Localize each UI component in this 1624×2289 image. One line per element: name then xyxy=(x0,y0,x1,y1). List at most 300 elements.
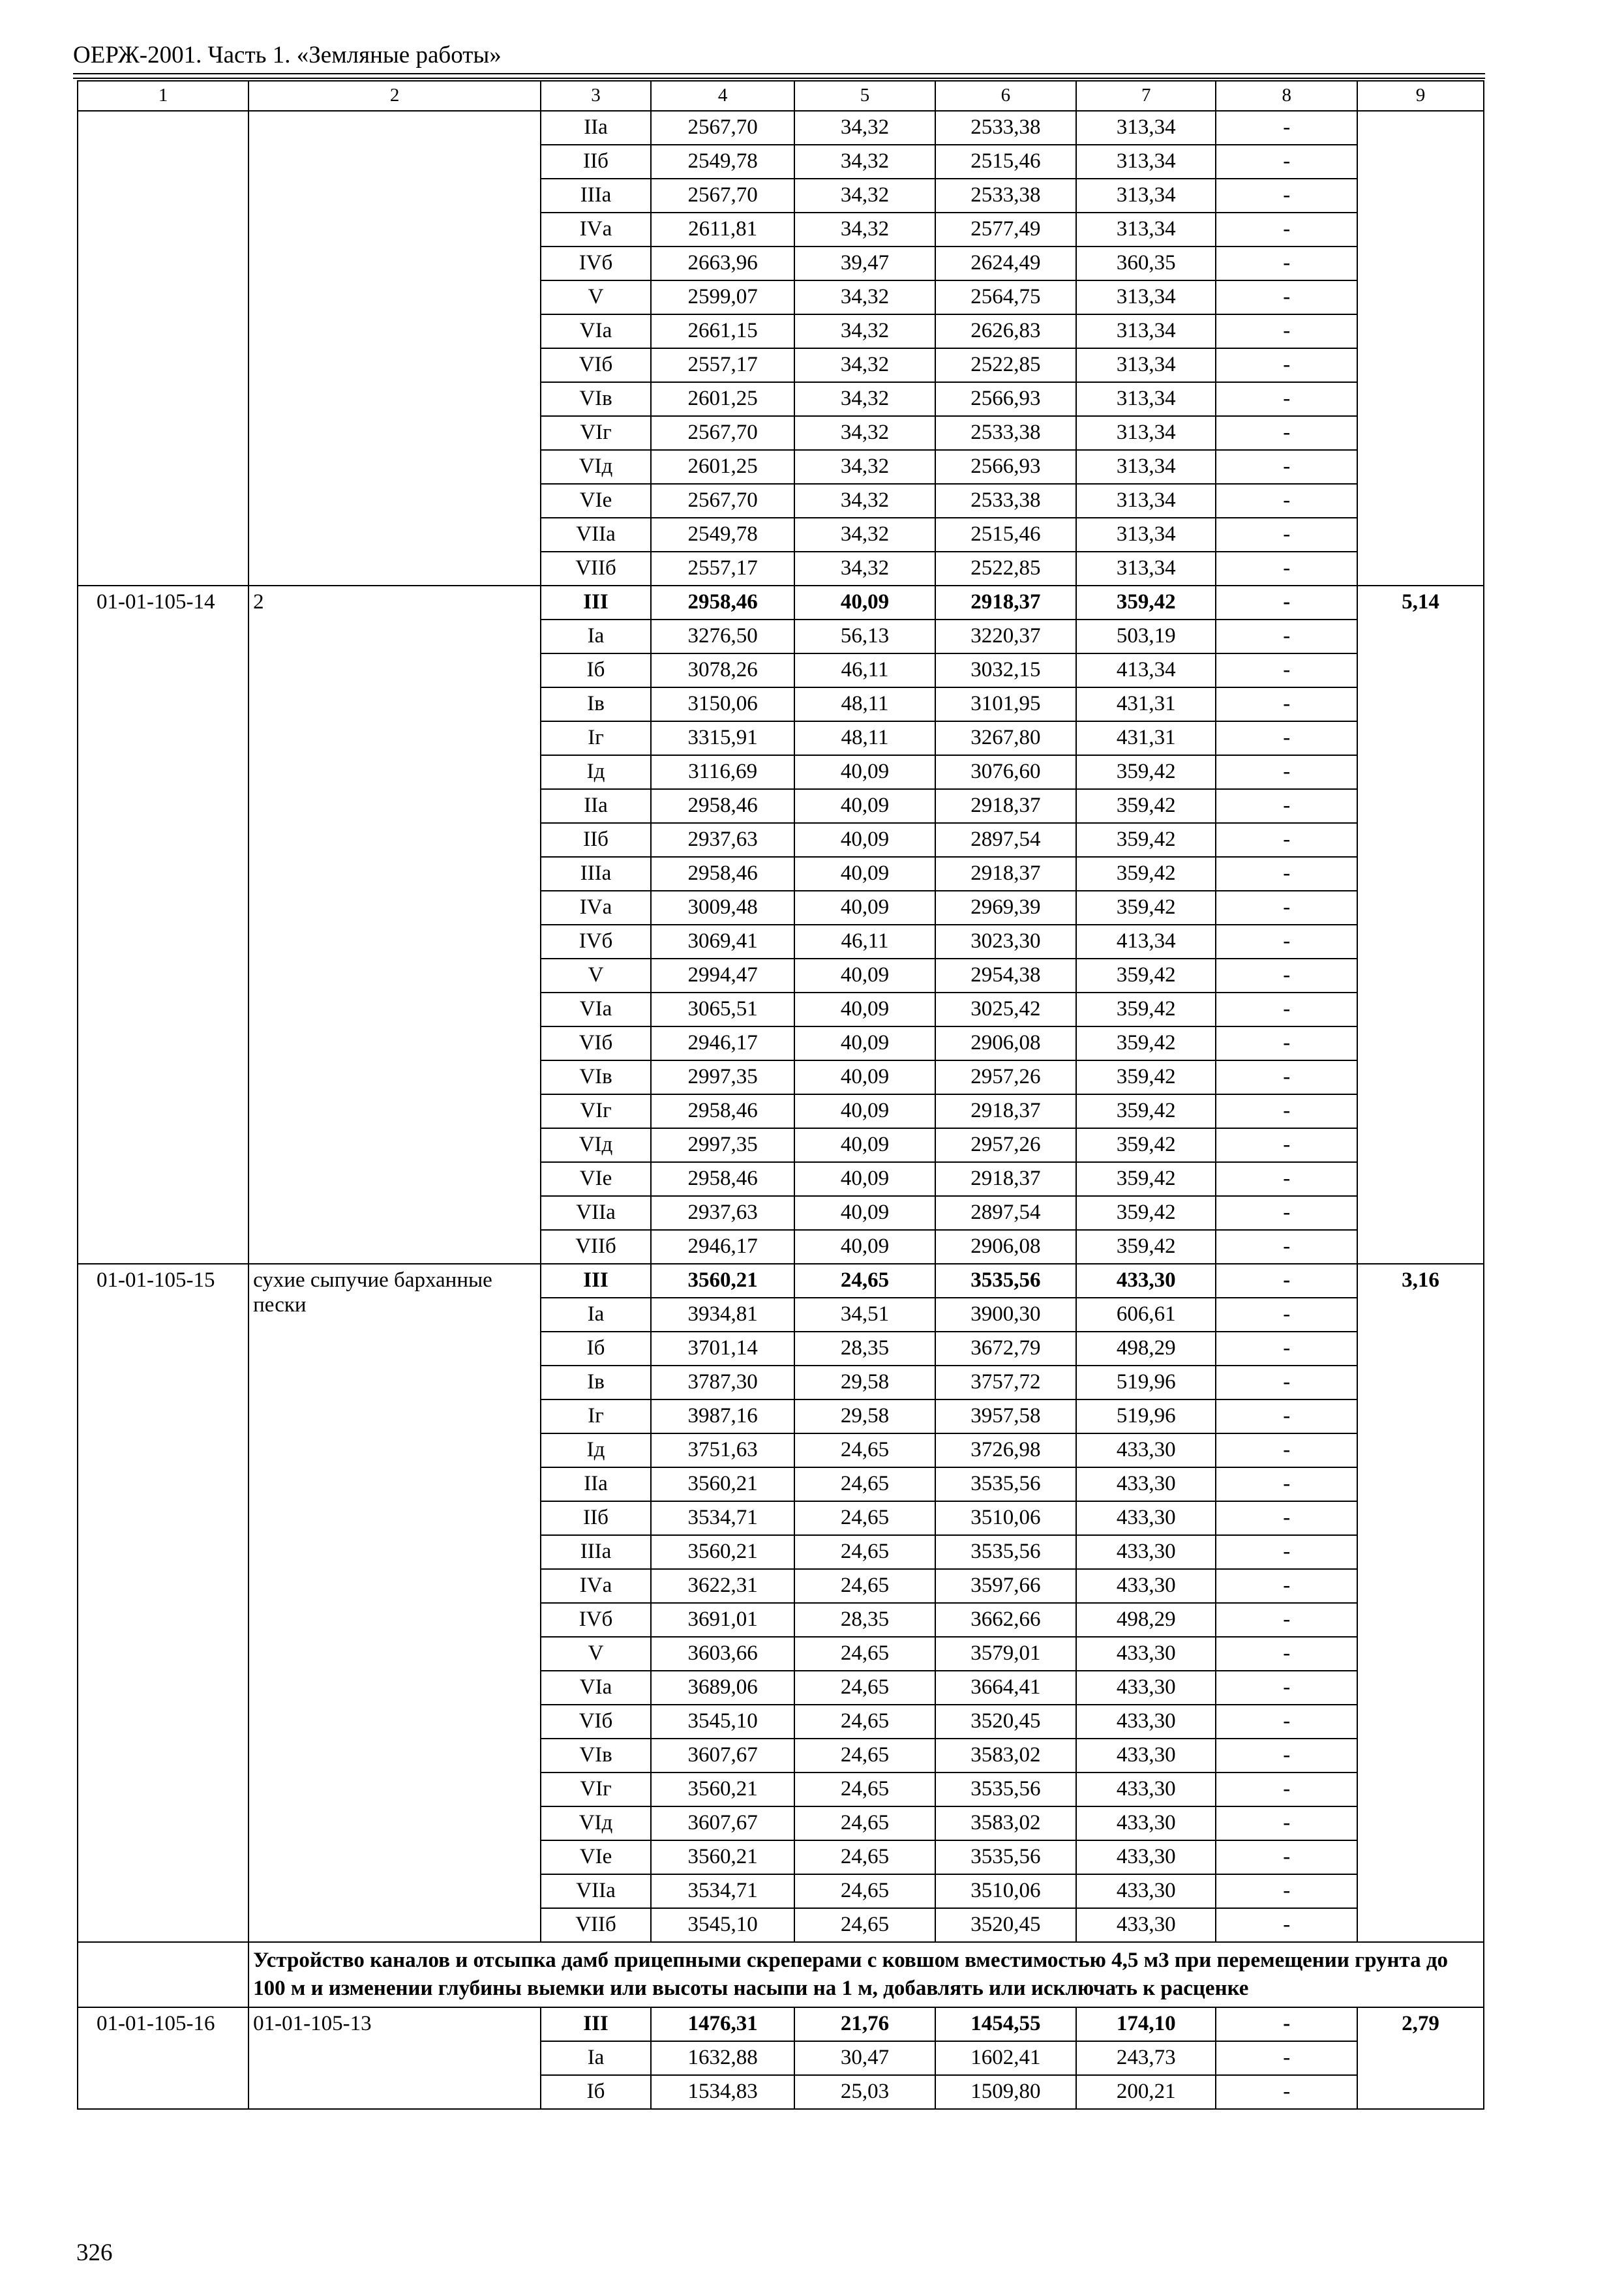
soil-group-cell: IIб xyxy=(541,1501,651,1535)
total-cost-cell: 1632,88 xyxy=(651,2041,794,2075)
total-cost-cell: 2946,17 xyxy=(651,1026,794,1060)
wages-cell: 56,13 xyxy=(794,620,935,653)
soil-group-cell: V xyxy=(541,280,651,314)
machinist-wages-cell: 359,42 xyxy=(1076,823,1216,857)
machinist-wages-cell: 313,34 xyxy=(1076,450,1216,484)
machine-cost-cell: 3025,42 xyxy=(935,993,1076,1026)
total-cost-cell: 3560,21 xyxy=(651,1264,794,1298)
soil-group-cell: VIв xyxy=(541,382,651,416)
wages-cell: 30,47 xyxy=(794,2041,935,2075)
machinist-wages-cell: 359,42 xyxy=(1076,586,1216,620)
soil-group-cell: IIIа xyxy=(541,857,651,891)
work-description-cell xyxy=(248,111,541,586)
soil-group-cell: Iа xyxy=(541,620,651,653)
labor-cost-cell: 3,16 xyxy=(1357,1264,1484,1942)
soil-group-cell: VIе xyxy=(541,1162,651,1196)
machine-cost-cell: 2624,49 xyxy=(935,247,1076,280)
soil-group-cell: VIг xyxy=(541,1094,651,1128)
materials-cell: - xyxy=(1216,314,1357,348)
materials-cell: - xyxy=(1216,145,1357,179)
materials-cell: - xyxy=(1216,111,1357,145)
wages-cell: 21,76 xyxy=(794,2007,935,2041)
wages-cell: 40,09 xyxy=(794,959,935,993)
materials-cell: - xyxy=(1216,1705,1357,1739)
machinist-wages-cell: 313,34 xyxy=(1076,518,1216,552)
soil-group-cell: VIа xyxy=(541,993,651,1026)
materials-cell: - xyxy=(1216,552,1357,586)
wages-cell: 40,09 xyxy=(794,891,935,925)
table-row xyxy=(78,586,1484,620)
rate-code-cell: 01-01-105-16 xyxy=(78,2007,248,2109)
total-cost-cell: 3603,66 xyxy=(651,1637,794,1671)
total-cost-cell: 2958,46 xyxy=(651,857,794,891)
wages-cell: 48,11 xyxy=(794,721,935,755)
machinist-wages-cell: 433,30 xyxy=(1076,1535,1216,1569)
soil-group-cell: Iд xyxy=(541,755,651,789)
total-cost-cell: 3560,21 xyxy=(651,1840,794,1874)
header-rule xyxy=(73,73,1485,74)
materials-cell: - xyxy=(1216,789,1357,823)
machine-cost-cell: 3535,56 xyxy=(935,1535,1076,1569)
machine-cost-cell: 2969,39 xyxy=(935,891,1076,925)
machinist-wages-cell: 431,31 xyxy=(1076,687,1216,721)
machinist-wages-cell: 360,35 xyxy=(1076,247,1216,280)
wages-cell: 34,32 xyxy=(794,213,935,247)
total-cost-cell: 2997,35 xyxy=(651,1060,794,1094)
total-cost-cell: 2958,46 xyxy=(651,1162,794,1196)
materials-cell: - xyxy=(1216,721,1357,755)
machinist-wages-cell: 243,73 xyxy=(1076,2041,1216,2075)
materials-cell: - xyxy=(1216,925,1357,959)
total-cost-cell: 3691,01 xyxy=(651,1603,794,1637)
wages-cell: 24,65 xyxy=(794,1671,935,1705)
machine-cost-cell: 3535,56 xyxy=(935,1840,1076,1874)
total-cost-cell: 3069,41 xyxy=(651,925,794,959)
soil-group-cell: VIг xyxy=(541,1773,651,1806)
total-cost-cell: 2567,70 xyxy=(651,416,794,450)
wages-cell: 48,11 xyxy=(794,687,935,721)
wages-cell: 40,09 xyxy=(794,1128,935,1162)
wages-cell: 34,32 xyxy=(794,416,935,450)
wages-cell: 34,32 xyxy=(794,348,935,382)
rate-code-cell: 01-01-105-14 xyxy=(78,586,248,1264)
soil-group-cell: Iб xyxy=(541,1332,651,1366)
materials-cell: - xyxy=(1216,1128,1357,1162)
machine-cost-cell: 2566,93 xyxy=(935,450,1076,484)
work-description-cell: сухие сыпучие барханные пески xyxy=(248,1264,541,1942)
materials-cell: - xyxy=(1216,1060,1357,1094)
soil-group-cell: Iа xyxy=(541,1298,651,1332)
materials-cell: - xyxy=(1216,1433,1357,1467)
materials-cell: - xyxy=(1216,518,1357,552)
total-cost-cell: 3276,50 xyxy=(651,620,794,653)
soil-group-cell: VIа xyxy=(541,1671,651,1705)
soil-group-cell: VIIа xyxy=(541,518,651,552)
machinist-wages-cell: 498,29 xyxy=(1076,1332,1216,1366)
machine-cost-cell: 2918,37 xyxy=(935,1094,1076,1128)
materials-cell: - xyxy=(1216,1637,1357,1671)
header-rule-second xyxy=(73,78,1485,79)
total-cost-cell: 2557,17 xyxy=(651,348,794,382)
materials-cell: - xyxy=(1216,450,1357,484)
work-description-cell: 01-01-105-13 xyxy=(248,2007,541,2109)
machine-cost-cell: 1509,80 xyxy=(935,2075,1076,2109)
wages-cell: 46,11 xyxy=(794,653,935,687)
machine-cost-cell: 3520,45 xyxy=(935,1705,1076,1739)
soil-group-cell: VIд xyxy=(541,1806,651,1840)
wages-cell: 34,32 xyxy=(794,484,935,518)
column-number: 2 xyxy=(248,81,541,111)
machine-cost-cell: 2522,85 xyxy=(935,348,1076,382)
soil-group-cell: Iв xyxy=(541,1366,651,1399)
machinist-wages-cell: 359,42 xyxy=(1076,959,1216,993)
wages-cell: 28,35 xyxy=(794,1332,935,1366)
materials-cell: - xyxy=(1216,1874,1357,1908)
machinist-wages-cell: 433,30 xyxy=(1076,1806,1216,1840)
total-cost-cell: 3607,67 xyxy=(651,1806,794,1840)
wages-cell: 34,32 xyxy=(794,111,935,145)
soil-group-cell: VIв xyxy=(541,1060,651,1094)
machine-cost-cell: 2954,38 xyxy=(935,959,1076,993)
machinist-wages-cell: 359,42 xyxy=(1076,789,1216,823)
soil-group-cell: VIIб xyxy=(541,552,651,586)
materials-cell: - xyxy=(1216,1366,1357,1399)
machinist-wages-cell: 433,30 xyxy=(1076,1840,1216,1874)
rate-code-cell: 01-01-105-15 xyxy=(78,1264,248,1942)
machine-cost-cell: 2957,26 xyxy=(935,1060,1076,1094)
wages-cell: 24,65 xyxy=(794,1535,935,1569)
wages-cell: 40,09 xyxy=(794,586,935,620)
materials-cell: - xyxy=(1216,586,1357,620)
total-cost-cell: 2937,63 xyxy=(651,1196,794,1230)
machine-cost-cell: 3535,56 xyxy=(935,1264,1076,1298)
column-number: 8 xyxy=(1216,81,1357,111)
machinist-wages-cell: 174,10 xyxy=(1076,2007,1216,2041)
wages-cell: 40,09 xyxy=(794,789,935,823)
machine-cost-cell: 3032,15 xyxy=(935,653,1076,687)
wages-cell: 34,32 xyxy=(794,382,935,416)
wages-cell: 24,65 xyxy=(794,1264,935,1298)
total-cost-cell: 3116,69 xyxy=(651,755,794,789)
materials-cell: - xyxy=(1216,247,1357,280)
column-number: 6 xyxy=(935,81,1076,111)
soil-group-cell: VIб xyxy=(541,1026,651,1060)
materials-cell: - xyxy=(1216,484,1357,518)
machine-cost-cell: 3583,02 xyxy=(935,1739,1076,1773)
materials-cell: - xyxy=(1216,959,1357,993)
wages-cell: 40,09 xyxy=(794,1196,935,1230)
total-cost-cell: 3315,91 xyxy=(651,721,794,755)
machine-cost-cell: 3076,60 xyxy=(935,755,1076,789)
soil-group-cell: V xyxy=(541,959,651,993)
wages-cell: 34,32 xyxy=(794,280,935,314)
wages-cell: 39,47 xyxy=(794,247,935,280)
wages-cell: 29,58 xyxy=(794,1366,935,1399)
machine-cost-cell: 3267,80 xyxy=(935,721,1076,755)
column-number: 9 xyxy=(1357,81,1484,111)
total-cost-cell: 3560,21 xyxy=(651,1467,794,1501)
machine-cost-cell: 3520,45 xyxy=(935,1908,1076,1942)
soil-group-cell: Iв xyxy=(541,687,651,721)
total-cost-cell: 3607,67 xyxy=(651,1739,794,1773)
machine-cost-cell: 3672,79 xyxy=(935,1332,1076,1366)
machinist-wages-cell: 313,34 xyxy=(1076,314,1216,348)
materials-cell: - xyxy=(1216,1298,1357,1332)
machine-cost-cell: 2918,37 xyxy=(935,586,1076,620)
machinist-wages-cell: 433,30 xyxy=(1076,1671,1216,1705)
machinist-wages-cell: 433,30 xyxy=(1076,1467,1216,1501)
soil-group-cell: VIIб xyxy=(541,1908,651,1942)
machine-cost-cell: 2522,85 xyxy=(935,552,1076,586)
labor-cost-cell xyxy=(1357,111,1484,586)
machine-cost-cell: 3535,56 xyxy=(935,1773,1076,1806)
wages-cell: 24,65 xyxy=(794,1806,935,1840)
soil-group-cell: Iб xyxy=(541,653,651,687)
materials-cell: - xyxy=(1216,1332,1357,1366)
total-cost-cell: 3689,06 xyxy=(651,1671,794,1705)
total-cost-cell: 2549,78 xyxy=(651,518,794,552)
machinist-wages-cell: 359,42 xyxy=(1076,1196,1216,1230)
total-cost-cell: 3078,26 xyxy=(651,653,794,687)
machine-cost-cell: 3510,06 xyxy=(935,1874,1076,1908)
soil-group-cell: Iг xyxy=(541,1399,651,1433)
materials-cell: - xyxy=(1216,1162,1357,1196)
soil-group-cell: VIIа xyxy=(541,1196,651,1230)
wages-cell: 34,32 xyxy=(794,314,935,348)
machine-cost-cell: 3220,37 xyxy=(935,620,1076,653)
machinist-wages-cell: 359,42 xyxy=(1076,993,1216,1026)
work-description-cell: 2 xyxy=(248,586,541,1264)
machine-cost-cell: 3662,66 xyxy=(935,1603,1076,1637)
soil-group-cell: VIе xyxy=(541,484,651,518)
machine-cost-cell: 2515,46 xyxy=(935,145,1076,179)
soil-group-cell: III xyxy=(541,586,651,620)
soil-group-cell: VIб xyxy=(541,348,651,382)
column-number: 1 xyxy=(78,81,248,111)
machinist-wages-cell: 313,34 xyxy=(1076,348,1216,382)
materials-cell: - xyxy=(1216,280,1357,314)
machinist-wages-cell: 431,31 xyxy=(1076,721,1216,755)
section-note: Устройство каналов и отсыпка дамб прицепными скреперами с ковшом вместимостью 4,5 м3 при перемещении грунта до 100 м и изменении глубины выемки или высоты насыпи на 1 м, добавлять или исключать к расценке xyxy=(248,1942,1484,2007)
table-row xyxy=(78,2007,1484,2041)
wages-cell: 24,65 xyxy=(794,1739,935,1773)
materials-cell: - xyxy=(1216,416,1357,450)
machine-cost-cell: 2897,54 xyxy=(935,1196,1076,1230)
wages-cell: 34,32 xyxy=(794,552,935,586)
soil-group-cell: IVа xyxy=(541,1569,651,1603)
machine-cost-cell: 2533,38 xyxy=(935,179,1076,213)
materials-cell: - xyxy=(1216,1535,1357,1569)
machinist-wages-cell: 313,34 xyxy=(1076,179,1216,213)
materials-cell: - xyxy=(1216,1739,1357,1773)
materials-cell: - xyxy=(1216,1230,1357,1264)
machinist-wages-cell: 433,30 xyxy=(1076,1705,1216,1739)
machinist-wages-cell: 359,42 xyxy=(1076,1026,1216,1060)
wages-cell: 40,09 xyxy=(794,993,935,1026)
wages-cell: 34,51 xyxy=(794,1298,935,1332)
wages-cell: 34,32 xyxy=(794,179,935,213)
soil-group-cell: VIг xyxy=(541,416,651,450)
machine-cost-cell: 2626,83 xyxy=(935,314,1076,348)
total-cost-cell: 1534,83 xyxy=(651,2075,794,2109)
machinist-wages-cell: 359,42 xyxy=(1076,1060,1216,1094)
materials-cell: - xyxy=(1216,1094,1357,1128)
machine-cost-cell: 3023,30 xyxy=(935,925,1076,959)
machinist-wages-cell: 359,42 xyxy=(1076,1162,1216,1196)
wages-cell: 40,09 xyxy=(794,1162,935,1196)
total-cost-cell: 3545,10 xyxy=(651,1908,794,1942)
total-cost-cell: 3560,21 xyxy=(651,1773,794,1806)
wages-cell: 40,09 xyxy=(794,823,935,857)
wages-cell: 40,09 xyxy=(794,857,935,891)
total-cost-cell: 2549,78 xyxy=(651,145,794,179)
materials-cell: - xyxy=(1216,1196,1357,1230)
machinist-wages-cell: 359,42 xyxy=(1076,1230,1216,1264)
machine-cost-cell: 2533,38 xyxy=(935,416,1076,450)
machine-cost-cell: 3579,01 xyxy=(935,1637,1076,1671)
soil-group-cell: VIб xyxy=(541,1705,651,1739)
total-cost-cell: 2994,47 xyxy=(651,959,794,993)
total-cost-cell: 3560,21 xyxy=(651,1535,794,1569)
total-cost-cell: 3622,31 xyxy=(651,1569,794,1603)
materials-cell: - xyxy=(1216,1840,1357,1874)
machinist-wages-cell: 359,42 xyxy=(1076,891,1216,925)
materials-cell: - xyxy=(1216,857,1357,891)
materials-cell: - xyxy=(1216,1399,1357,1433)
materials-cell: - xyxy=(1216,1806,1357,1840)
wages-cell: 24,65 xyxy=(794,1569,935,1603)
note-empty-cell xyxy=(78,1942,248,2007)
soil-group-cell: IIб xyxy=(541,823,651,857)
machinist-wages-cell: 606,61 xyxy=(1076,1298,1216,1332)
materials-cell: - xyxy=(1216,653,1357,687)
soil-group-cell: IIа xyxy=(541,789,651,823)
machinist-wages-cell: 433,30 xyxy=(1076,1637,1216,1671)
machine-cost-cell: 3664,41 xyxy=(935,1671,1076,1705)
materials-cell: - xyxy=(1216,755,1357,789)
total-cost-cell: 2601,25 xyxy=(651,450,794,484)
total-cost-cell: 2567,70 xyxy=(651,179,794,213)
wages-cell: 40,09 xyxy=(794,1230,935,1264)
soil-group-cell: VIе xyxy=(541,1840,651,1874)
machinist-wages-cell: 433,30 xyxy=(1076,1908,1216,1942)
machine-cost-cell: 2564,75 xyxy=(935,280,1076,314)
machine-cost-cell: 3757,72 xyxy=(935,1366,1076,1399)
soil-group-cell: IIб xyxy=(541,145,651,179)
column-number: 4 xyxy=(651,81,794,111)
machinist-wages-cell: 359,42 xyxy=(1076,1128,1216,1162)
machinist-wages-cell: 519,96 xyxy=(1076,1399,1216,1433)
materials-cell: - xyxy=(1216,179,1357,213)
machinist-wages-cell: 413,34 xyxy=(1076,925,1216,959)
machinist-wages-cell: 313,34 xyxy=(1076,280,1216,314)
wages-cell: 40,09 xyxy=(794,1060,935,1094)
materials-cell: - xyxy=(1216,1026,1357,1060)
materials-cell: - xyxy=(1216,687,1357,721)
machine-cost-cell: 3726,98 xyxy=(935,1433,1076,1467)
machinist-wages-cell: 433,30 xyxy=(1076,1739,1216,1773)
soil-group-cell: IIIа xyxy=(541,179,651,213)
machinist-wages-cell: 433,30 xyxy=(1076,1501,1216,1535)
soil-group-cell: III xyxy=(541,1264,651,1298)
total-cost-cell: 2599,07 xyxy=(651,280,794,314)
materials-cell: - xyxy=(1216,2075,1357,2109)
wages-cell: 34,32 xyxy=(794,145,935,179)
machinist-wages-cell: 313,34 xyxy=(1076,213,1216,247)
total-cost-cell: 2937,63 xyxy=(651,823,794,857)
materials-cell: - xyxy=(1216,1603,1357,1637)
wages-cell: 34,32 xyxy=(794,450,935,484)
total-cost-cell: 3987,16 xyxy=(651,1399,794,1433)
materials-cell: - xyxy=(1216,382,1357,416)
machine-cost-cell: 3583,02 xyxy=(935,1806,1076,1840)
soil-group-cell: VIа xyxy=(541,314,651,348)
machinist-wages-cell: 433,30 xyxy=(1076,1569,1216,1603)
machinist-wages-cell: 519,96 xyxy=(1076,1366,1216,1399)
soil-group-cell: IVа xyxy=(541,891,651,925)
total-cost-cell: 1476,31 xyxy=(651,2007,794,2041)
wages-cell: 24,65 xyxy=(794,1467,935,1501)
total-cost-cell: 2601,25 xyxy=(651,382,794,416)
machinist-wages-cell: 359,42 xyxy=(1076,1094,1216,1128)
labor-cost-cell: 2,79 xyxy=(1357,2007,1484,2109)
page-header: ОЕРЖ-2001. Часть 1. «Земляные работы» xyxy=(73,42,502,68)
materials-cell: - xyxy=(1216,823,1357,857)
materials-cell: - xyxy=(1216,1908,1357,1942)
page-number: 326 xyxy=(76,2239,113,2266)
soil-group-cell: Iд xyxy=(541,1433,651,1467)
wages-cell: 24,65 xyxy=(794,1637,935,1671)
total-cost-cell: 3534,71 xyxy=(651,1874,794,1908)
machinist-wages-cell: 359,42 xyxy=(1076,755,1216,789)
machine-cost-cell: 2533,38 xyxy=(935,111,1076,145)
machinist-wages-cell: 313,34 xyxy=(1076,416,1216,450)
total-cost-cell: 2946,17 xyxy=(651,1230,794,1264)
wages-cell: 24,65 xyxy=(794,1433,935,1467)
soil-group-cell: IVа xyxy=(541,213,651,247)
total-cost-cell: 3545,10 xyxy=(651,1705,794,1739)
soil-group-cell: Iа xyxy=(541,2041,651,2075)
total-cost-cell: 2567,70 xyxy=(651,111,794,145)
soil-group-cell: VIд xyxy=(541,450,651,484)
wages-cell: 28,35 xyxy=(794,1603,935,1637)
wages-cell: 24,65 xyxy=(794,1501,935,1535)
total-cost-cell: 2663,96 xyxy=(651,247,794,280)
machine-cost-cell: 2906,08 xyxy=(935,1026,1076,1060)
soil-group-cell: VIIа xyxy=(541,1874,651,1908)
machine-cost-cell: 3957,58 xyxy=(935,1399,1076,1433)
machinist-wages-cell: 433,30 xyxy=(1076,1773,1216,1806)
machinist-wages-cell: 433,30 xyxy=(1076,1264,1216,1298)
column-number: 5 xyxy=(794,81,935,111)
total-cost-cell: 3009,48 xyxy=(651,891,794,925)
materials-cell: - xyxy=(1216,1467,1357,1501)
machinist-wages-cell: 313,34 xyxy=(1076,552,1216,586)
machine-cost-cell: 1454,55 xyxy=(935,2007,1076,2041)
materials-cell: - xyxy=(1216,1569,1357,1603)
soil-group-cell: VIIб xyxy=(541,1230,651,1264)
machinist-wages-cell: 359,42 xyxy=(1076,857,1216,891)
materials-cell: - xyxy=(1216,620,1357,653)
wages-cell: 24,65 xyxy=(794,1840,935,1874)
materials-cell: - xyxy=(1216,2041,1357,2075)
labor-cost-cell: 5,14 xyxy=(1357,586,1484,1264)
materials-cell: - xyxy=(1216,1264,1357,1298)
column-number: 7 xyxy=(1076,81,1216,111)
rates-table xyxy=(77,80,1484,2110)
machine-cost-cell: 3510,06 xyxy=(935,1501,1076,1535)
wages-cell: 46,11 xyxy=(794,925,935,959)
